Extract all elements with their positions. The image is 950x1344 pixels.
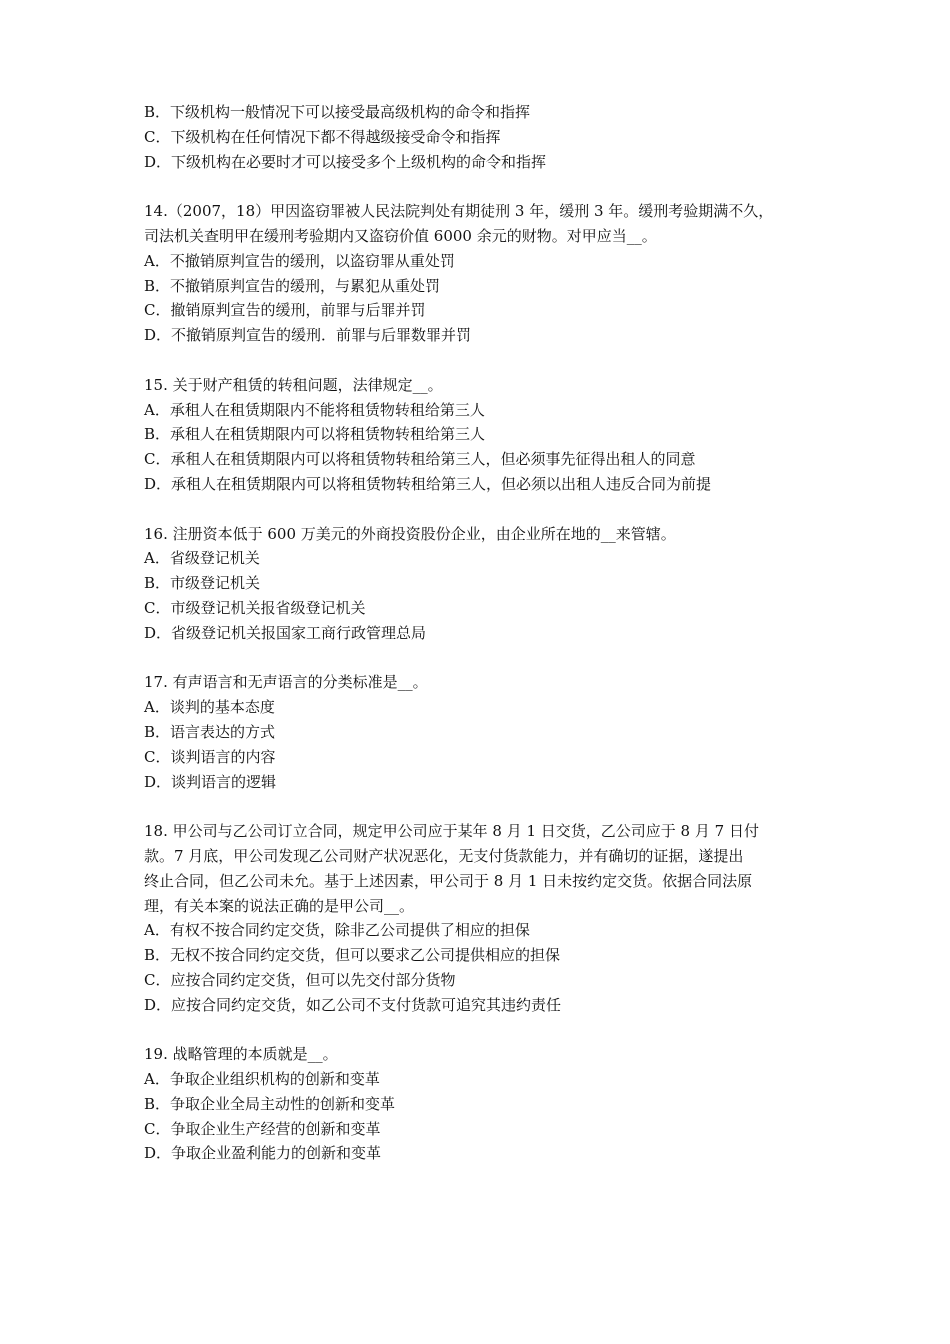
option-c: C．应按合同约定交货，但可以先交付部分货物 xyxy=(144,970,456,989)
question-stem: 理，有关本案的说法正确的是甲公司__。 xyxy=(144,896,415,915)
question-15 xyxy=(144,373,824,497)
option-c: C．撤销原判宣告的缓刑，前罪与后罪并罚 xyxy=(144,301,426,320)
option-d: D．应按合同约定交货，如乙公司不支付货款可追究其违约责任 xyxy=(144,995,562,1014)
option-c: C．市级登记机关报省级登记机关 xyxy=(144,598,366,617)
option-c: C．谈判语言的内容 xyxy=(144,747,276,766)
question-19 xyxy=(144,1042,824,1166)
option-d: D．省级登记机关报国家工商行政管理总局 xyxy=(144,623,427,642)
option-d: D．承租人在租赁期限内可以将租赁物转租给第三人，但必须以出租人违反合同为前提 xyxy=(144,474,712,493)
question-17 xyxy=(144,670,824,794)
option-a: A．省级登记机关 xyxy=(144,549,260,568)
question-stem: 14.（2007，18）甲因盗窃罪被人民法院判处有期徒刑 3 年，缓刑 3 年。缓刑考验期满不久， xyxy=(144,202,774,221)
carryover-options xyxy=(144,100,824,174)
option-a: A．有权不按合同约定交货，除非乙公司提供了相应的担保 xyxy=(144,921,530,940)
option-d: D．下级机构在必要时才可以接受多个上级机构的命令和指挥 xyxy=(144,152,547,171)
question-stem: 司法机关查明甲在缓刑考验期内又盗窃价值 6000 余元的财物。对甲应当__。 xyxy=(144,226,657,245)
option-b: B．不撤销原判宣告的缓刑，与累犯从重处罚 xyxy=(144,276,441,295)
question-18 xyxy=(144,819,824,1017)
option-a: A．不撤销原判宣告的缓刑，以盗窃罪从重处罚 xyxy=(144,251,455,270)
question-stem: 15. 关于财产租赁的转租问题，法律规定__。 xyxy=(144,375,443,394)
option-d: D．谈判语言的逻辑 xyxy=(144,772,277,791)
question-stem: 终止合同，但乙公司未允。基于上述因素，甲公司于 8 月 1 日未按约定交货。依据合同法原 xyxy=(144,871,753,890)
option-a: A．争取企业组织机构的创新和变革 xyxy=(144,1070,380,1089)
option-a: A．承租人在租赁期限内不能将租赁物转租给第三人 xyxy=(144,400,485,419)
question-16 xyxy=(144,522,824,646)
option-c: C．承租人在租赁期限内可以将租赁物转租给第三人，但必须事先征得出租人的同意 xyxy=(144,450,696,469)
option-a: A．谈判的基本态度 xyxy=(144,698,275,717)
option-b: B．无权不按合同约定交货，但可以要求乙公司提供相应的担保 xyxy=(144,946,561,965)
question-stem: 款。7 月底，甲公司发现乙公司财产状况恶化，无支付货款能力，并有确切的证据，遂提出 xyxy=(144,846,744,865)
option-b: B．承租人在租赁期限内可以将租赁物转租给第三人 xyxy=(144,425,486,444)
option-c: C．争取企业生产经营的创新和变革 xyxy=(144,1119,381,1138)
question-14 xyxy=(144,199,824,348)
document-page xyxy=(144,100,824,1166)
option-b: B．市级登记机关 xyxy=(144,574,261,593)
option-b: B．争取企业全局主动性的创新和变革 xyxy=(144,1094,396,1113)
question-stem: 16. 注册资本低于 600 万美元的外商投资股份企业，由企业所在地的__来管辖。 xyxy=(144,524,676,543)
question-stem: 17. 有声语言和无声语言的分类标准是__。 xyxy=(144,673,428,692)
option-b: B．下级机构一般情况下可以接受最高级机构的命令和指挥 xyxy=(144,103,531,121)
question-stem: 18. 甲公司与乙公司订立合同，规定甲公司应于某年 8 月 1 日交货，乙公司应于 8 月 7 日付 xyxy=(144,822,759,841)
option-d: D．不撤销原判宣告的缓刑．前罪与后罪数罪并罚 xyxy=(144,326,472,345)
option-b: B．语言表达的方式 xyxy=(144,722,276,741)
option-c: C．下级机构在任何情况下都不得越级接受命令和指挥 xyxy=(144,127,501,146)
question-stem: 19. 战略管理的本质就是__。 xyxy=(144,1045,338,1064)
option-d: D．争取企业盈利能力的创新和变革 xyxy=(144,1144,382,1163)
